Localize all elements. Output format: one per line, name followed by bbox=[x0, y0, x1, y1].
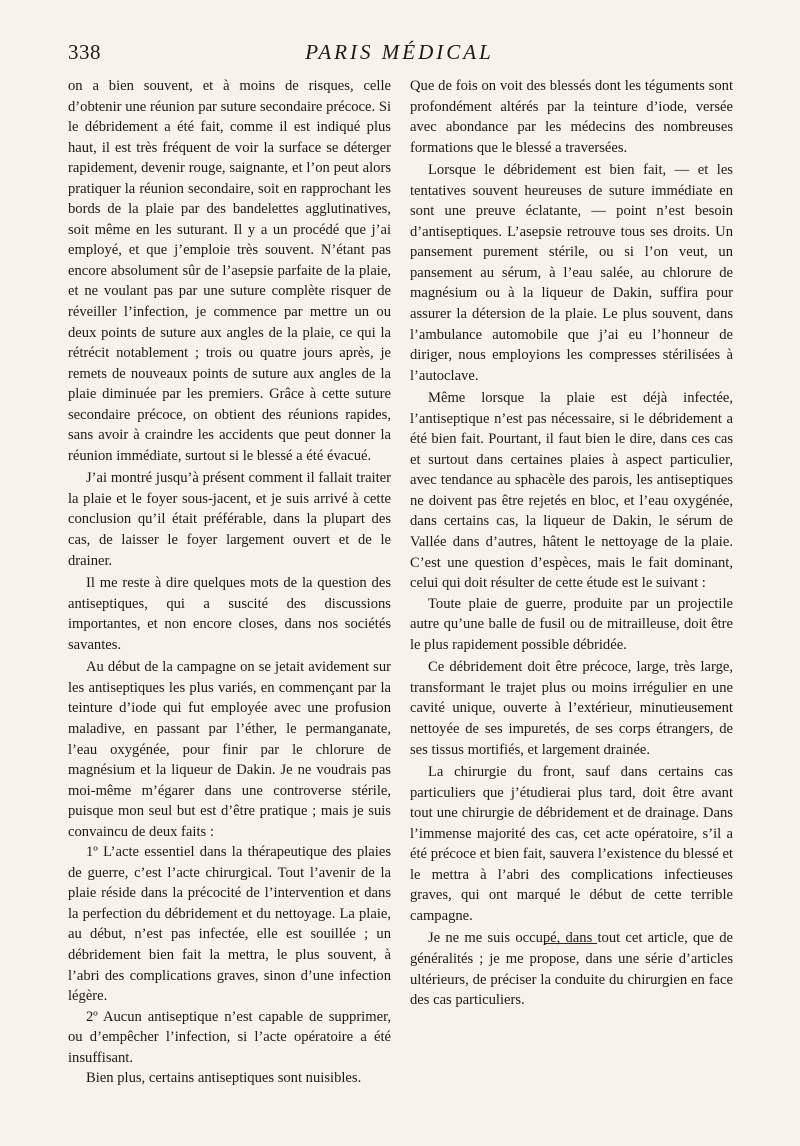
paragraph: on a bien souvent, et à moins de risques, celle d’obtenir une réunion par suture secondaire précoce. Si le débridement a été fait, comme il est indiqué plus haut, il est très fréquent de voir la surface se déterger rapidement, devenir rouge, saignante, et l’on peut alors pratiquer la réunion secondaire, soit en rapprochant les bords de la plaie par des bandelettes agglutinatives, soit même en les suturant. Il y a un procédé que j’ai employé, et que j’emploie très souvent. N’étant pas encore absolument sûr de l’asepsie parfaite de la plaie, et ne voulant pas par une suture complète risquer de réveiller l’infection, je commence par mettre un ou deux points de suture aux angles de la plaie, ce qui la rétrécit notablement ; trois ou quatre jours après, je remets de nouveaux points de suture aux angles de la plaie diminuée par les premiers. Grâce à cette suture secondaire précoce, on obtient des réunions rapides, sans avoir à craindre les accidents que peut donner la réunion immédiate, surtout si le blessé a été évacué. bbox=[68, 78, 391, 464]
right-column bbox=[410, 76, 733, 1011]
paragraph: 2º Aucun antiseptique n’est capable de supprimer, ou d’empêcher l’infection, si l’acte opératoire a été insuffisant. bbox=[68, 1008, 391, 1066]
paragraph: Il me reste à dire quelques mots de la question des antiseptiques, qui a suscité des discussions importantes, et non encore closes, dans nos sociétés savantes. bbox=[68, 575, 391, 653]
paragraph: 1º L’acte essentiel dans la thérapeutique des plaies de guerre, c’est l’acte chirurgical. Tout l’avenir de la plaie réside dans la précocité de l’intervention et dans la perfection du débridement et du nettoyage. La plaie, au début, n’est pas infectée, elle est souillée ; un débridement bien fait la mettra, le plus souvent, à l’abri des complications graves, sinon d’une infection légère. bbox=[68, 844, 391, 1005]
paragraph: Ce débridement doit être précoce, large, très large, transformant le trajet plus ou moins irrégulier en une cavité unique, ouverte à l’extérieur, minutieusement nettoyée de ses impuretés, de ses corps étrangers, de ses tissus mortifiés, et largement drainée. bbox=[410, 659, 733, 758]
page-number: 338 bbox=[68, 40, 101, 64]
left-column bbox=[68, 76, 391, 1089]
paragraph: Toute plaie de guerre, produite par un projectile autre qu’une balle de fusil ou de mitrailleuse, doit être le plus rapidement possible débridée. bbox=[410, 595, 733, 653]
running-title: PARIS MÉDICAL bbox=[305, 40, 494, 64]
paragraph: Au début de la campagne on se jetait avidement sur les antiseptiques les plus variés, en commençant par la teinture d’iode qui fut employée avec une profusion maladive, en passant par l’éther, le permanganate, l’eau oxygénée, pour finir par le chlorure de magnésium et la liqueur de Dakin. Je ne voudrais pas moi-même m’égarer dans une controverse stérile, puisque mon seul but est d’être pratique ; mais je suis convaincu de deux faits : bbox=[68, 659, 391, 840]
paragraph: Bien plus, certains antiseptiques sont nuisibles. bbox=[86, 1070, 362, 1087]
paragraph: La chirurgie du front, sauf dans certains cas particuliers que j’étudierai plus tard, doit être avant tout une chirurgie de débridement et de drainage. Dans l’immense majorité des cas, cet acte opératoire, s’il a été précoce et bien fait, sauvera l’existence du blessé et le mettra à l’abri des complications infectieuses graves, qui ont marqué le début de cette terrible campagne. bbox=[410, 764, 733, 924]
paragraph: Même lorsque la plaie est déjà infectée, l’antiseptique n’est pas nécessaire, si le débridement a été bien fait. Pourtant, il faut bien le dire, dans ces cas et surtout dans certaines plaies à aspect particulier, avec tendance au sphacèle des parois, les antiseptiques ne doivent pas être rejetés en bloc, et l’eau oxygénée, dans certains cas, la liqueur de Dakin, le sérum de Vallée dans d’autres, hâtent le nettoyage de la plaie. C’est une question d’espèces, mais le fait dominant, celui qui doit résulter de cette étude est le suivant : bbox=[410, 390, 733, 592]
paragraph: J’ai montré jusqu’à présent comment il fallait traiter la plaie et le foyer sous-jacent, et je suis arrivé à cette conclusion qu’il était préférable, dans la plupart des cas, de laisser le foyer largement ouvert et de le drainer. bbox=[68, 470, 391, 569]
paragraph: Que de fois on voit des blessés dont les téguments sont profondément altérés par la teinture d’iode, versée avec abondance par les médecins des nombreuses formations que le blessé a traversées. bbox=[410, 78, 733, 156]
paragraph: Lorsque le débridement est bien fait, — et les tentatives souvent heureuses de suture immédiate en sont une preuve éclatante, — point n’est besoin d’antiseptiques. L’asepsie retrouve tous ses droits. Un pansement purement stérile, ou si l’on veut, un pansement au sérum, à l’eau salée, au chlorure de magnésium ou à la liqueur de Dakin, suffira pour assurer la détersion de la plaie. Le plus souvent, dans l’ambulance automobile que j’ai eu l’honneur de diriger, nous employions les compresses stérilisées à l’autoclave. bbox=[410, 162, 733, 384]
paragraph: Je ne me suis occupé, dans tout cet article, que de généralités ; je me propose, dans une série d’articles ultérieurs, de préciser la conduite du chirurgien en face des cas particuliers. bbox=[410, 930, 733, 1009]
article-end-rule bbox=[545, 943, 597, 944]
page-header bbox=[68, 40, 731, 70]
